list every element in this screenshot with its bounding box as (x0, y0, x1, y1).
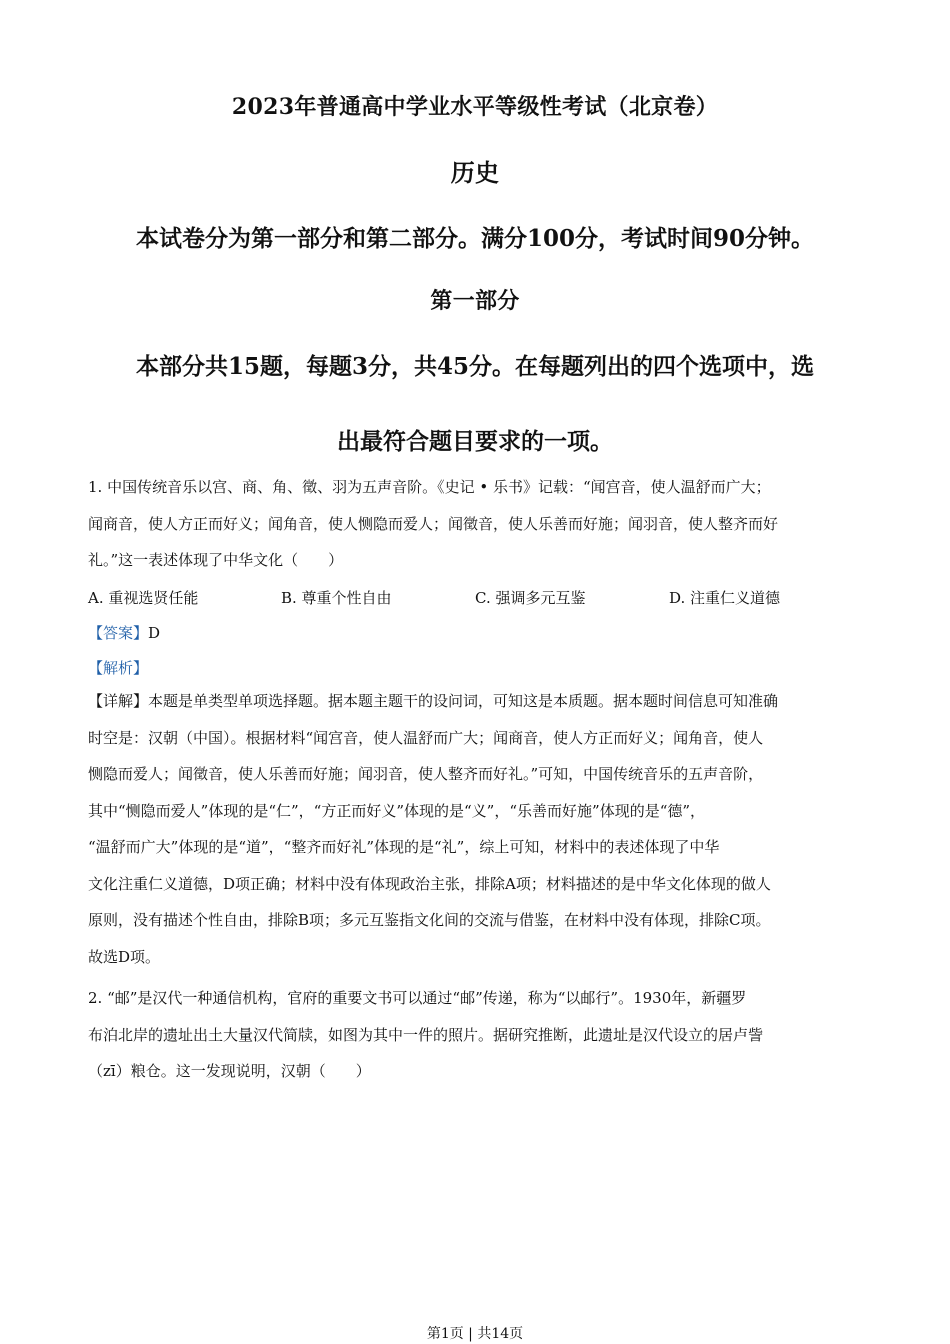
option-b: B. 尊重个性自由 (281, 589, 392, 607)
detail-tag: 【详解】 (88, 692, 149, 710)
detail-line: “温舒而广大”体现的是“道”，“整齐而好礼”体现的是“礼”，综上可知，材料中的表述体现了中华 (88, 838, 720, 856)
detail-line: 时空是：汉朝（中国）。根据材料“闻宫音，使人温舒而广大；闻商音，使人方正而好义；闻角音，使人 (88, 728, 764, 747)
answer-tag: 【答案】 (88, 624, 149, 642)
answer-row (88, 622, 160, 643)
detail-line: 其中“恻隐而爱人”体现的是“仁”，“方正而好义”体现的是“义”，“乐善而好施”体现的是“德”， (88, 801, 706, 820)
question-2-stem (88, 980, 863, 1090)
stem-line: （zī）粮仓。这一发现说明，汉朝（ ） (88, 1062, 371, 1080)
subject-title: 历史 (450, 158, 500, 187)
stem-line: 1. 中国传统音乐以宫、商、角、徵、羽为五声音阶。《史记 • 乐书》记载：“闻宫音，使人温舒而广大； (88, 478, 771, 496)
detail-line: 恻隐而爱人；闻徵音，使人乐善而好施；闻羽音，使人整齐而好礼。”可知，中国传统音乐的五声音阶， (88, 765, 764, 783)
detail-block (88, 683, 863, 975)
exam-title: 2023年普通高中学业水平等级性考试（北京卷） (231, 94, 719, 120)
exam-instruction: 本试卷分为第一部分和第二部分。满分100分，考试时间90分钟。 (135, 225, 815, 252)
option-c: C. 强调多元互鉴 (475, 589, 586, 607)
stem-line: 2. “邮”是汉代一种通信机构，官府的重要文书可以通过“邮”传递，称为“以邮行”。1930年，新疆罗 (88, 989, 747, 1007)
stem-line: 布泊北岸的遗址出土大量汉代简牍，如图为其中一件的照片。据研究推断，此遗址是汉代设立的居卢訾 (88, 1025, 764, 1044)
analysis-tag: 【解析】 (88, 659, 149, 677)
answer-value: D (148, 624, 161, 642)
detail-line: 原则，没有描述个性自由，排除B项；多元互鉴指文化间的交流与借鉴，在材料中没有体现，排除C项。 (88, 911, 771, 929)
stem-line: 礼。”这一表述体现了中华文化（ ） (88, 551, 344, 569)
detail-line: 故选D项。 (88, 947, 161, 966)
page-footer: 第1页 | 共14页 (426, 1326, 524, 1342)
option-d: D. 注重仁义道德 (669, 589, 781, 607)
detail-line (88, 683, 863, 720)
part-heading: 第一部分 (430, 288, 520, 314)
stem-line: 闻商音，使人方正而好义；闻角音，使人恻隐而爱人；闻徵音，使人乐善而好施；闻羽音，使人整齐而好 (88, 514, 779, 533)
option-a: A. 重视选贤任能 (88, 589, 199, 607)
part-note-line-2: 出最符合题目要求的一项。 (337, 428, 613, 455)
detail-line: 文化注重仁义道德，D项正确；材料中没有体现政治主张，排除A项；材料描述的是中华文化体现的做人 (88, 874, 771, 893)
question-1-stem (88, 469, 863, 579)
part-note-line-1: 本部分共15题，每题3分，共45分。在每题列出的四个选项中，选 (135, 353, 815, 380)
detail-text: 本题是单类型单项选择题。据本题主题干的设问词，可知这是本质题。据本题时间信息可知准确 (148, 692, 779, 710)
